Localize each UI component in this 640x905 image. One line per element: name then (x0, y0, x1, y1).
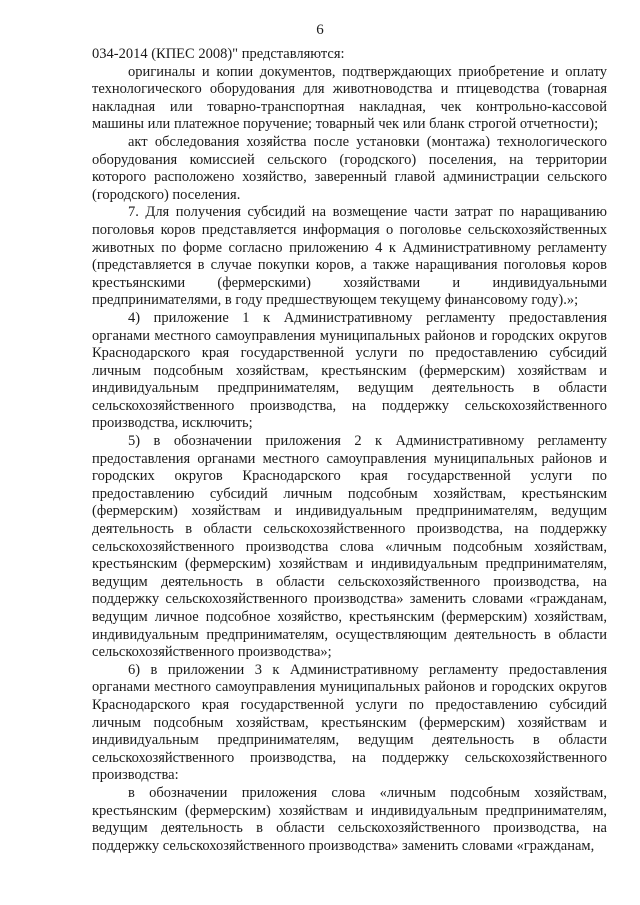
paragraph: 7. Для получения субсидий на возмещение части затрат по наращиванию поголовья коров представляется информация о поголовье сельскохозяйственных животных по форме согласно приложению 4 к Административному регламенту (представляется в случае покупки коров, а также наращивания поголовья коров крестьянскими (фермерскими) хозяйствами и индивидуальными предпринимателями, в году предшествующем текущему финансовому году).»; (92, 204, 607, 309)
page-number: 6 (316, 22, 324, 38)
paragraph: 4) приложение 1 к Административному регламенту предоставления органами местного самоуправления муниципальных районов и городских округов Краснодарского края государственной услуги по предоставлению субсидий личным подсобным хозяйствам, крестьянским (фермерским) хозяйствам и индивидуальным предпринимателям, ведущим деятельность в области сельскохозяйственного производства, на поддержку сельскохозяйственного производства, исключить; (92, 309, 607, 432)
paragraph: оригиналы и копии документов, подтверждающих приобретение и оплату технологического оборудования для животноводства и птицеводства (товарная накладная или товарно-транспортная накладная, чек контрольно-кассовой машины или платежное поручение; товарный чек или бланк строгой отчетности); (92, 63, 607, 133)
paragraph: акт обследования хозяйства после установки (монтажа) технологического оборудования комиссией сельского (городского) поселения, на территории которого расположено хозяйство, заверенный главой администрации сельского (городского) поселения. (92, 133, 607, 203)
document-body (92, 46, 607, 855)
paragraph: 034-2014 (КПЕС 2008)" представляются: (92, 46, 345, 62)
paragraph: 5) в обозначении приложения 2 к Административному регламенту предоставления органами местного самоуправления муниципальных районов и городских округов Краснодарского края государственной услуги по предоставлению субсидий личным подсобным хозяйствам, крестьянским (фермерским) хозяйствам и индивидуальным предпринимателям, ведущим деятельность в области сельскохозяйственного производства, на поддержку сельскохозяйственного производства слова «личным подсобным хозяйствам, крестьянским (фермерским) хозяйствам и индивидуальным предпринимателям, ведущим деятельность в области сельскохозяйственного производства, на поддержку сельскохозяйственного производства» заменить словами «гражданам, ведущим личное подсобное хозяйство, крестьянским (фермерским) хозяйствам, индивидуальным предпринимателям, осуществляющим деятельность в области сельскохозяйственного производства»; (92, 433, 607, 661)
paragraph: в обозначении приложения слова «личным подсобным хозяйствам, крестьянским (фермерским) хозяйствам и индивидуальным предпринимателям, ведущим деятельность в области сельскохозяйственного производства, на поддержку сельскохозяйственного производства» заменить словами «гражданам, (92, 784, 607, 854)
paragraph: 6) в приложении 3 к Административному регламенту предоставления органами местного самоуправления муниципальных районов и городских округов Краснодарского края государственной услуги по предоставлению субсидий личным подсобным хозяйствам, крестьянским (фермерским) хозяйствам и индивидуальным предпринимателям, ведущим деятельность в области сельскохозяйственного производства, на поддержку сельскохозяйственного производства: (92, 661, 607, 784)
